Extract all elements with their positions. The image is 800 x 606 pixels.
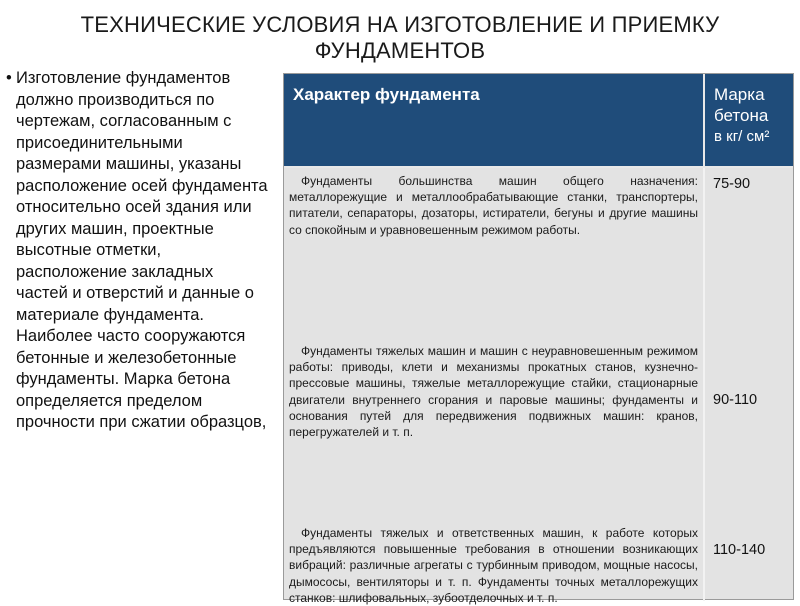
table-column-concrete-grade [707, 168, 795, 601]
header-cell-concrete-grade [707, 74, 795, 166]
bullet-marker: • [6, 69, 12, 87]
table-row-2-description: Фундаменты тяжелых машин и машин с неуравновешенным режимом работы: приводы, клети и механизмы прокатных станов, кузнечно-прессовые машины, тяжелые металлорежущие стайки, стационарные двигатели внутреннего сгорания и паровые машины; фундаменты и основания путей для передвижения подвижных машин: кранов, перегружателей и т. п. [289, 344, 698, 440]
header-cell-foundation-type [284, 74, 705, 166]
concrete-grade-table [283, 73, 794, 605]
page-title: ТЕХНИЧЕСКИЕ УСЛОВИЯ НА ИЗГОТОВЛЕНИЕ И ПРИЕМКУ ФУНДАМЕНТОВ [80, 12, 720, 63]
table-row-1-grade: 75-90 [713, 176, 751, 192]
header-grade-units: в кг/ см² [714, 128, 770, 145]
description-paragraph: Изготовление фундаментов должно производиться по чертежам, согласованным с присоединительными размерами машины, указаны расположение осей фундамента относительно осей здания или других машин, проектные высотные отметки, расположение закладных частей и отверстий и данные о материале фундамента. Наиболее часто сооружаются бетонные и железобетонные фундаменты. Марка бетона определяется пределом прочности при сжатии образцов, [16, 69, 268, 431]
table-column-foundation-type [284, 168, 705, 605]
description-text-block [6, 68, 268, 434]
header-grade-line2: бетона [714, 106, 769, 125]
header-grade-line1: Марка [714, 85, 765, 104]
table-row-2-grade: 90-110 [713, 392, 758, 408]
header-foundation-type-label: Характер фундамента [293, 85, 480, 104]
table-row-3-grade: 110-140 [713, 542, 766, 558]
table-row-3-description: Фундаменты тяжелых и ответственных машин, к работе которых предъявляются повышенные требования в отношении возникающих вибраций: различные агрегаты с турбинным приводом, мощные насосы, дымососы, вентиляторы и т. п. Фундаменты точных металлорежущих станков: шлифовальных, зубоотделочных и т. п. [289, 526, 698, 605]
table-row-1-description: Фундаменты большинства машин общего назначения: металлорежущие и металлообрабатывающие станки, транспортеры, питатели, сепараторы, дозаторы, истиратели, бегуны и другие машины со спокойным и уравновешенным режимом работы. [289, 174, 698, 237]
table-header [284, 74, 793, 168]
